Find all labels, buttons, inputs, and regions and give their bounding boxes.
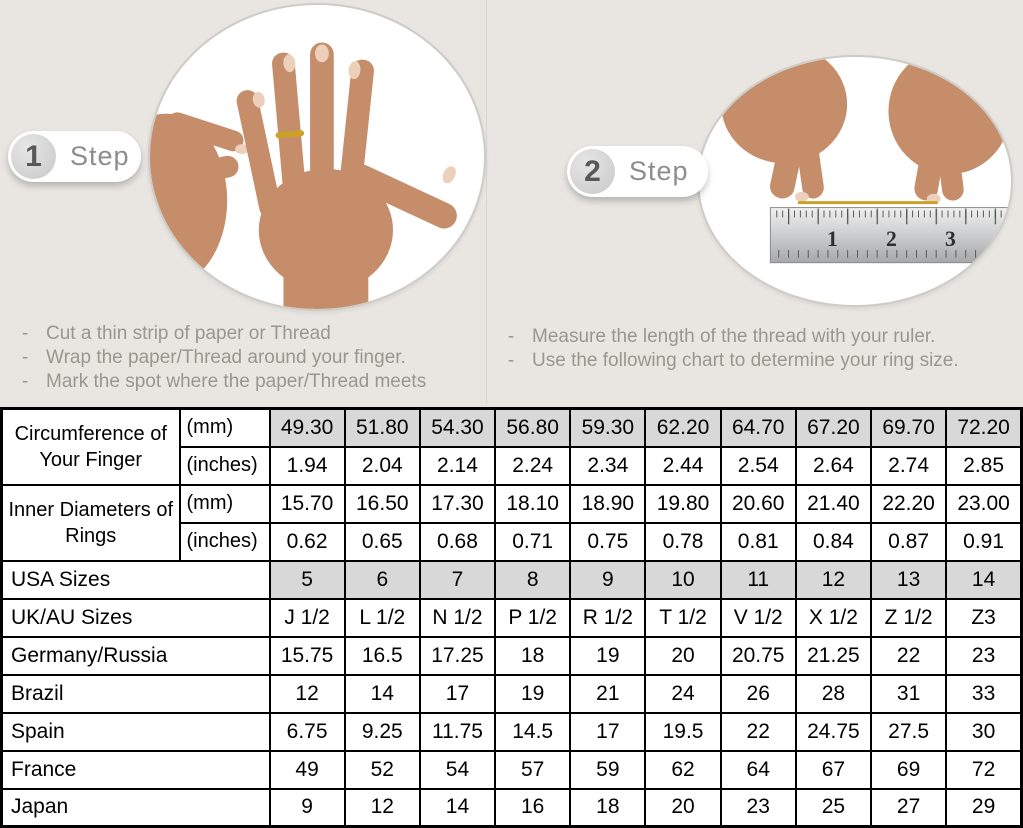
value-cell: 10 — [645, 561, 720, 599]
value-cell: 17 — [420, 675, 495, 713]
value-cell: 69 — [871, 751, 946, 789]
value-cell: 0.78 — [645, 523, 720, 561]
value-cell: 69.70 — [871, 409, 946, 447]
value-cell: 22 — [721, 713, 796, 751]
instruction-text: Use the following chart to determine your ring size. — [532, 350, 959, 371]
value-cell: 0.65 — [345, 523, 420, 561]
value-cell: 23.00 — [946, 485, 1021, 523]
value-cell: V 1/2 — [721, 599, 796, 637]
value-cell: 62.20 — [645, 409, 720, 447]
value-cell: 16.50 — [345, 485, 420, 523]
value-cell: 59 — [570, 751, 645, 789]
ruler-number-1: 1 — [826, 226, 838, 251]
value-cell: 0.71 — [495, 523, 570, 561]
value-cell: 31 — [871, 675, 946, 713]
value-cell: 12 — [796, 561, 871, 599]
value-cell: 2.04 — [345, 447, 420, 485]
instruction-text: Mark the spot where the paper/Thread meets — [46, 371, 427, 392]
row-label: Japan — [2, 789, 270, 827]
row-label: USA Sizes — [2, 561, 270, 599]
value-cell: 49.30 — [270, 409, 345, 447]
value-cell: 24.75 — [796, 713, 871, 751]
bullet-dash: - — [508, 350, 515, 371]
value-cell: 12 — [270, 675, 345, 713]
instruction-line — [22, 346, 426, 370]
value-cell: T 1/2 — [645, 599, 720, 637]
value-cell: 0.91 — [946, 523, 1021, 561]
value-cell: 19 — [495, 675, 570, 713]
instruction-text: Measure the length of the thread with your ruler. — [532, 326, 936, 347]
value-cell: 15.70 — [270, 485, 345, 523]
row-label: UK/AU Sizes — [2, 599, 270, 637]
value-cell: 19.80 — [645, 485, 720, 523]
value-cell: 0.68 — [420, 523, 495, 561]
value-cell: 52 — [345, 751, 420, 789]
step2-number: 2 — [570, 149, 615, 194]
value-cell: 21.40 — [796, 485, 871, 523]
ruler — [770, 208, 1010, 263]
value-cell: 56.80 — [495, 409, 570, 447]
value-cell: Z3 — [946, 599, 1021, 637]
ruler-illustration — [699, 57, 1011, 305]
value-cell: 19 — [570, 637, 645, 675]
row-group-label: Circumference of Your Finger — [2, 409, 180, 485]
value-cell: 0.84 — [796, 523, 871, 561]
value-cell: 9.25 — [345, 713, 420, 751]
value-cell: 11 — [721, 561, 796, 599]
instruction-text: Wrap the paper/Thread around your finger. — [46, 347, 406, 368]
step2-badge — [567, 146, 708, 197]
value-cell: 12 — [345, 789, 420, 827]
value-cell: 54 — [420, 751, 495, 789]
bullet-dash: - — [508, 326, 515, 347]
value-cell: 0.75 — [570, 523, 645, 561]
value-cell: 22 — [871, 637, 946, 675]
value-cell: N 1/2 — [420, 599, 495, 637]
unit-label: (inches) — [180, 523, 270, 561]
step1-label: Step — [70, 141, 130, 171]
value-cell: 20 — [645, 789, 720, 827]
table-row — [2, 561, 1022, 599]
value-cell: 23 — [946, 637, 1021, 675]
value-cell: 64 — [721, 751, 796, 789]
row-label: Spain — [2, 713, 270, 751]
column-divider — [486, 0, 487, 404]
how-to-measure-section — [0, 0, 1023, 407]
value-cell: 9 — [270, 789, 345, 827]
value-cell: R 1/2 — [570, 599, 645, 637]
value-cell: 18.90 — [570, 485, 645, 523]
row-label: France — [2, 751, 270, 789]
unit-label: (mm) — [180, 485, 270, 523]
table-row — [2, 485, 1022, 523]
value-cell: 9 — [570, 561, 645, 599]
value-cell: 27 — [871, 789, 946, 827]
value-cell: 54.30 — [420, 409, 495, 447]
value-cell: 16 — [495, 789, 570, 827]
value-cell: 49 — [270, 751, 345, 789]
table-row — [2, 409, 1022, 447]
value-cell: 64.70 — [721, 409, 796, 447]
value-cell: 2.74 — [871, 447, 946, 485]
value-cell: 6.75 — [270, 713, 345, 751]
value-cell: Z 1/2 — [871, 599, 946, 637]
step1-photo-hand-with-thread — [148, 3, 486, 311]
value-cell: 2.34 — [570, 447, 645, 485]
instruction-line — [508, 349, 959, 373]
bullet-dash: - — [22, 347, 29, 368]
value-cell: 14 — [420, 789, 495, 827]
unit-label: (inches) — [180, 447, 270, 485]
value-cell: L 1/2 — [345, 599, 420, 637]
value-cell: 30 — [946, 713, 1021, 751]
value-cell: 27.5 — [871, 713, 946, 751]
value-cell: 6 — [345, 561, 420, 599]
value-cell: 24 — [645, 675, 720, 713]
unit-label: (mm) — [180, 409, 270, 447]
value-cell: 8 — [495, 561, 570, 599]
value-cell: 57 — [495, 751, 570, 789]
value-cell: 22.20 — [871, 485, 946, 523]
step2-label: Step — [629, 156, 689, 186]
table-row — [2, 751, 1022, 789]
row-label: Brazil — [2, 675, 270, 713]
step2-photo-measuring-thread — [697, 55, 1013, 307]
value-cell: 15.75 — [270, 637, 345, 675]
value-cell: 0.62 — [270, 523, 345, 561]
step1-instructions — [22, 322, 426, 394]
value-cell: 2.85 — [946, 447, 1021, 485]
value-cell: 0.81 — [721, 523, 796, 561]
value-cell: 19.5 — [645, 713, 720, 751]
value-cell: 20.60 — [721, 485, 796, 523]
ring-size-table-body — [2, 409, 1022, 827]
value-cell: 2.64 — [796, 447, 871, 485]
value-cell: 14 — [345, 675, 420, 713]
value-cell: 62 — [645, 751, 720, 789]
value-cell: 59.30 — [570, 409, 645, 447]
value-cell: 2.14 — [420, 447, 495, 485]
value-cell: 21 — [570, 675, 645, 713]
value-cell: 72.20 — [946, 409, 1021, 447]
value-cell: 28 — [796, 675, 871, 713]
step1-badge — [8, 131, 141, 182]
row-group-label: Inner Diameters of Rings — [2, 485, 180, 561]
ruler-number-2: 2 — [885, 226, 897, 251]
value-cell: 2.44 — [645, 447, 720, 485]
value-cell: 18 — [495, 637, 570, 675]
value-cell: 2.24 — [495, 447, 570, 485]
value-cell: 33 — [946, 675, 1021, 713]
value-cell: 26 — [721, 675, 796, 713]
table-row — [2, 713, 1022, 751]
instruction-line — [22, 370, 426, 394]
value-cell: 17.30 — [420, 485, 495, 523]
table-row — [2, 599, 1022, 637]
bullet-dash: - — [22, 323, 29, 344]
value-cell: 23 — [721, 789, 796, 827]
value-cell: 17.25 — [420, 637, 495, 675]
value-cell: 25 — [796, 789, 871, 827]
value-cell: 2.54 — [721, 447, 796, 485]
value-cell: 1.94 — [270, 447, 345, 485]
value-cell: 14 — [946, 561, 1021, 599]
value-cell: 72 — [946, 751, 1021, 789]
value-cell: 11.75 — [420, 713, 495, 751]
ruler-number-3: 3 — [945, 226, 956, 251]
value-cell: 17 — [570, 713, 645, 751]
value-cell: 51.80 — [345, 409, 420, 447]
value-cell: 20.75 — [721, 637, 796, 675]
instruction-text: Cut a thin strip of paper or Thread — [46, 323, 331, 344]
value-cell: 18.10 — [495, 485, 570, 523]
value-cell: 20 — [645, 637, 720, 675]
value-cell: 13 — [871, 561, 946, 599]
value-cell: 5 — [270, 561, 345, 599]
value-cell: 29 — [946, 789, 1021, 827]
instruction-line — [508, 325, 959, 349]
table-row — [2, 789, 1022, 827]
table-row — [2, 675, 1022, 713]
row-label: Germany/Russia — [2, 637, 270, 675]
value-cell: 21.25 — [796, 637, 871, 675]
instruction-line — [22, 322, 426, 346]
value-cell: X 1/2 — [796, 599, 871, 637]
table-row — [2, 637, 1022, 675]
step1-number: 1 — [11, 134, 56, 179]
value-cell: 67 — [796, 751, 871, 789]
value-cell: 16.5 — [345, 637, 420, 675]
value-cell: 7 — [420, 561, 495, 599]
hand-illustration — [150, 5, 484, 309]
value-cell: P 1/2 — [495, 599, 570, 637]
value-cell: 18 — [570, 789, 645, 827]
bullet-dash: - — [22, 371, 29, 392]
ring-size-table — [0, 407, 1023, 828]
value-cell: 14.5 — [495, 713, 570, 751]
step2-instructions — [508, 325, 959, 373]
value-cell: 67.20 — [796, 409, 871, 447]
value-cell: J 1/2 — [270, 599, 345, 637]
value-cell: 0.87 — [871, 523, 946, 561]
